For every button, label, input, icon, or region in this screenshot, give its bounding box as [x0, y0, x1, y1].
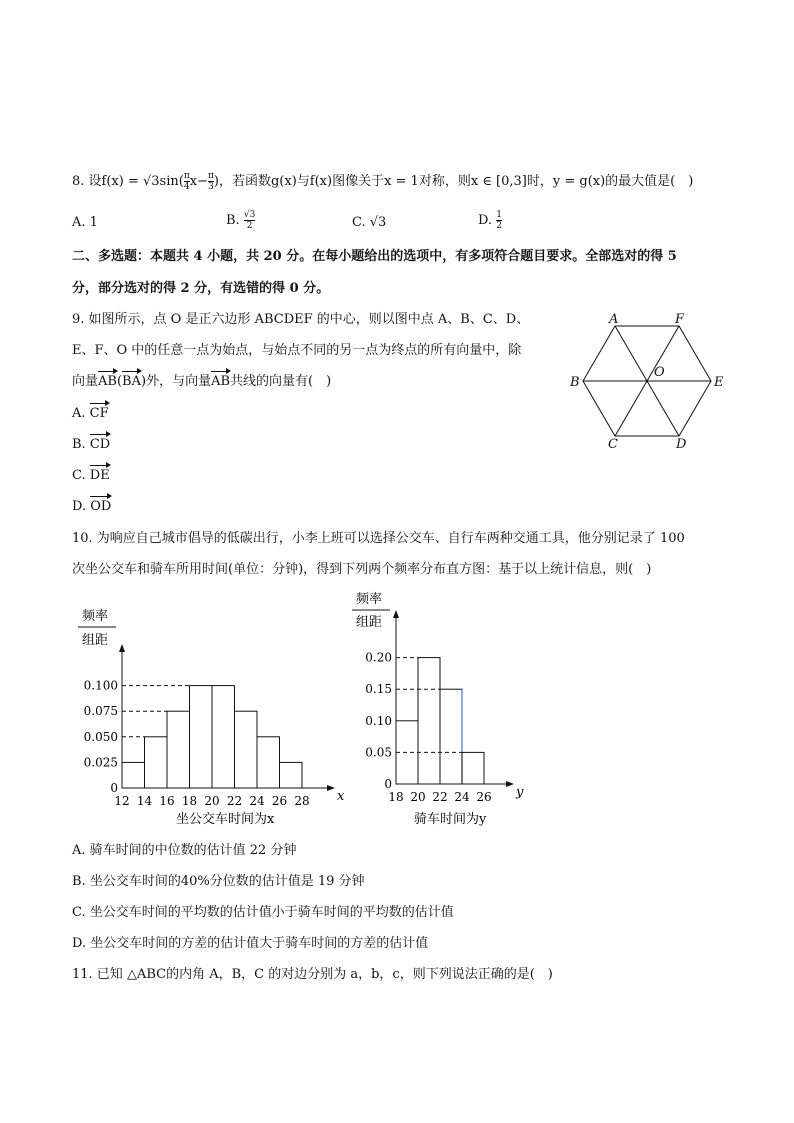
- bus-x-tick-label: 28: [294, 794, 310, 808]
- q9-paren-open: (: [116, 374, 123, 389]
- q8-option-a[interactable]: A. 1: [72, 215, 98, 230]
- bus-bar: [167, 711, 190, 788]
- hexagon-figure: [568, 308, 728, 450]
- hex-label-d: D: [676, 437, 687, 452]
- q9-line3-mid: 外，与向量: [146, 374, 212, 389]
- q8-frac-num: π: [183, 171, 190, 181]
- bus-x-tick-label: 18: [181, 794, 198, 808]
- q9-option-b-label: B.: [72, 437, 86, 452]
- q10-line1: 10. 为响应自己城市倡导的低碳出行，小李上班可以选择公交车、自行车两种交通工具，他分别记录了 100: [72, 531, 685, 546]
- bike-y-tick-label: 0.15: [365, 682, 392, 697]
- q8-formula-head: f(x) = √3sin(: [101, 174, 184, 189]
- vector-cd: CD: [89, 437, 111, 452]
- bus-bar: [212, 686, 235, 788]
- q8-option-d-frac: [496, 210, 502, 231]
- q10-option-a[interactable]: A. 骑车时间的中位数的估计值 22 分钟: [72, 843, 297, 858]
- bus-bar: [235, 711, 258, 788]
- bus-y-tick-label: 0.025: [83, 755, 118, 770]
- bike-bar: [462, 752, 484, 784]
- vector-ab: AB: [98, 374, 117, 389]
- q9-line3-prefix: 向量: [72, 374, 99, 389]
- q8-option-b-den: 2: [246, 221, 253, 231]
- q8-formula-close: ): [213, 174, 219, 189]
- bike-x-axis-label: y: [516, 785, 524, 800]
- bus-x-tick-label: 12: [114, 794, 130, 808]
- hex-label-a: A: [609, 312, 619, 327]
- q9-option-b[interactable]: [72, 436, 110, 454]
- q8-frac-den2: 3: [208, 182, 214, 192]
- hex-label-f: F: [675, 312, 685, 327]
- q10-line2: 次坐公交车和骑车所用时间(单位：分钟)，得到下列两个频率分布直方图：基于以上统计信息，则( ): [72, 562, 652, 577]
- bike-x-tick-label: 24: [454, 790, 470, 804]
- vector-de: DE: [89, 468, 110, 483]
- vector-ba: BA: [122, 374, 141, 389]
- q9-line3-end: 共线的向量有( ): [230, 374, 332, 389]
- bike-x-axis-arrow: [506, 781, 514, 787]
- q8-frac-num2: π: [207, 171, 214, 181]
- bike-x-tick-label: 18: [388, 790, 404, 804]
- q9-line2: E、F、O 中的任意一点为始点，与始点不同的另一点为终点的所有向量中，除: [72, 343, 522, 358]
- q8-option-b-num: √3: [243, 210, 256, 220]
- bus-bar: [280, 762, 303, 788]
- bike-y-tick-label: 0.20: [365, 650, 392, 665]
- bike-x-tick-label: 20: [410, 790, 426, 804]
- bus-bar: [190, 686, 213, 788]
- bus-y-tick-label: 0.050: [83, 729, 118, 744]
- q9-option-c[interactable]: [72, 467, 110, 485]
- q8-option-d-den: 2: [496, 221, 502, 231]
- vector-cf: CF: [89, 406, 109, 421]
- bus-ylabel-top: 频率: [82, 609, 109, 624]
- bus-x-tick-label: 26: [271, 794, 288, 808]
- hex-label-b: B: [570, 375, 580, 390]
- bike-y-tick-label: 0: [384, 777, 392, 791]
- bus-x-axis-arrow: [327, 785, 335, 791]
- q11-line1: 11. 已知 △ABC的内角 A，B，C 的对边分别为 a，b，c，则下列说法正确的是( ): [72, 967, 553, 982]
- bus-x-tick-label: 24: [249, 794, 265, 808]
- bike-time-histogram: [346, 588, 536, 835]
- bike-ylabel: [352, 591, 390, 630]
- bike-bar: [418, 658, 440, 784]
- bike-ylabel-top: 频率: [356, 592, 383, 607]
- vector-od: OD: [90, 499, 112, 514]
- bus-x-tick-label: 20: [204, 794, 220, 808]
- bike-y-tick-label: 0.10: [365, 713, 392, 728]
- q10-option-b[interactable]: B. 坐公交车时间的40%分位数的估计值是 19 分钟: [72, 874, 365, 889]
- bike-chart-title: 骑车时间为y: [414, 812, 487, 827]
- bus-x-axis-label: x: [337, 789, 345, 804]
- hex-label-e: E: [714, 375, 724, 390]
- bike-y-tick-label: 0.05: [365, 745, 392, 760]
- bike-x-tick-label: 26: [476, 790, 492, 804]
- q8-formula: [101, 171, 219, 192]
- q8-stem-prefix: 8. 设: [72, 174, 102, 189]
- q9-option-d[interactable]: [72, 498, 111, 516]
- section2-line2: 分，部分选对的得 2 分，有选错的得 0 分。: [72, 281, 330, 296]
- q8-option-b-frac: [244, 210, 255, 231]
- q8-option-b[interactable]: [226, 210, 255, 231]
- bike-y-axis-arrow: [393, 610, 399, 618]
- q10-option-c[interactable]: C. 坐公交车时间的平均数的估计值小于骑车时间的平均数的估计值: [72, 905, 454, 920]
- bus-ylabel: [78, 608, 116, 648]
- bus-x-tick-label: 14: [136, 794, 153, 808]
- vector-ab-2: AB: [211, 374, 231, 389]
- q10-option-d[interactable]: D. 坐公交车时间的方差的估计值大于骑车时间的方差的估计值: [72, 936, 429, 951]
- q8-option-c[interactable]: C. √3: [352, 215, 387, 230]
- bus-x-tick-label: 16: [159, 794, 175, 808]
- hex-label-o: O: [654, 365, 665, 380]
- q9-paren-close: ): [141, 374, 147, 389]
- q9-line3: [72, 373, 331, 391]
- bus-y-tick-label: 0: [110, 781, 118, 795]
- bike-bar: [440, 689, 462, 784]
- q9-option-c-label: C.: [72, 468, 86, 483]
- q8-stem: [72, 171, 693, 192]
- bike-x-tick-label: 22: [432, 790, 448, 804]
- q9-line1: 9. 如图所示，点 O 是正六边形 ABCDEF 的中心，则以图中点 A、B、C、D、: [72, 312, 530, 327]
- q8-option-d-num: 1: [496, 210, 502, 220]
- bus-y-tick-label: 0.100: [83, 678, 118, 693]
- hex-label-c: C: [608, 437, 618, 452]
- bus-ylabel-bottom: 组距: [82, 633, 109, 648]
- q8-option-b-label: B.: [226, 213, 240, 228]
- bus-bar: [145, 737, 168, 788]
- q8-formula-x: x−: [189, 174, 208, 189]
- q8-frac-den: 4: [183, 182, 190, 192]
- bike-ylabel-bottom: 组距: [356, 615, 383, 630]
- bus-y-tick-label: 0.075: [83, 704, 118, 719]
- bus-x-tick-label: 22: [226, 794, 243, 808]
- q9-option-d-label: D.: [72, 499, 87, 514]
- bus-y-axis-arrow: [119, 644, 125, 652]
- bus-bar: [122, 762, 145, 788]
- q8-option-d-label: D.: [478, 213, 493, 228]
- bus-time-histogram: [72, 590, 345, 835]
- q9-option-a[interactable]: [72, 405, 109, 423]
- section2-line1: 二、多选题：本题共 4 小题，共 20 分。在每小题给出的选项中，有多项符合题目要求。全部选对的得 5: [72, 249, 677, 264]
- bus-chart-title: 坐公交车时间为x: [176, 812, 275, 827]
- q8-option-d[interactable]: [478, 210, 502, 231]
- bus-bar: [257, 737, 280, 788]
- q8-stem-rest: ，若函数g(x)与f(x)图像关于x = 1对称，则x ∈ [0,3]时，y = g(x)的最大值是( ): [218, 174, 694, 189]
- q9-option-a-label: A.: [72, 406, 86, 421]
